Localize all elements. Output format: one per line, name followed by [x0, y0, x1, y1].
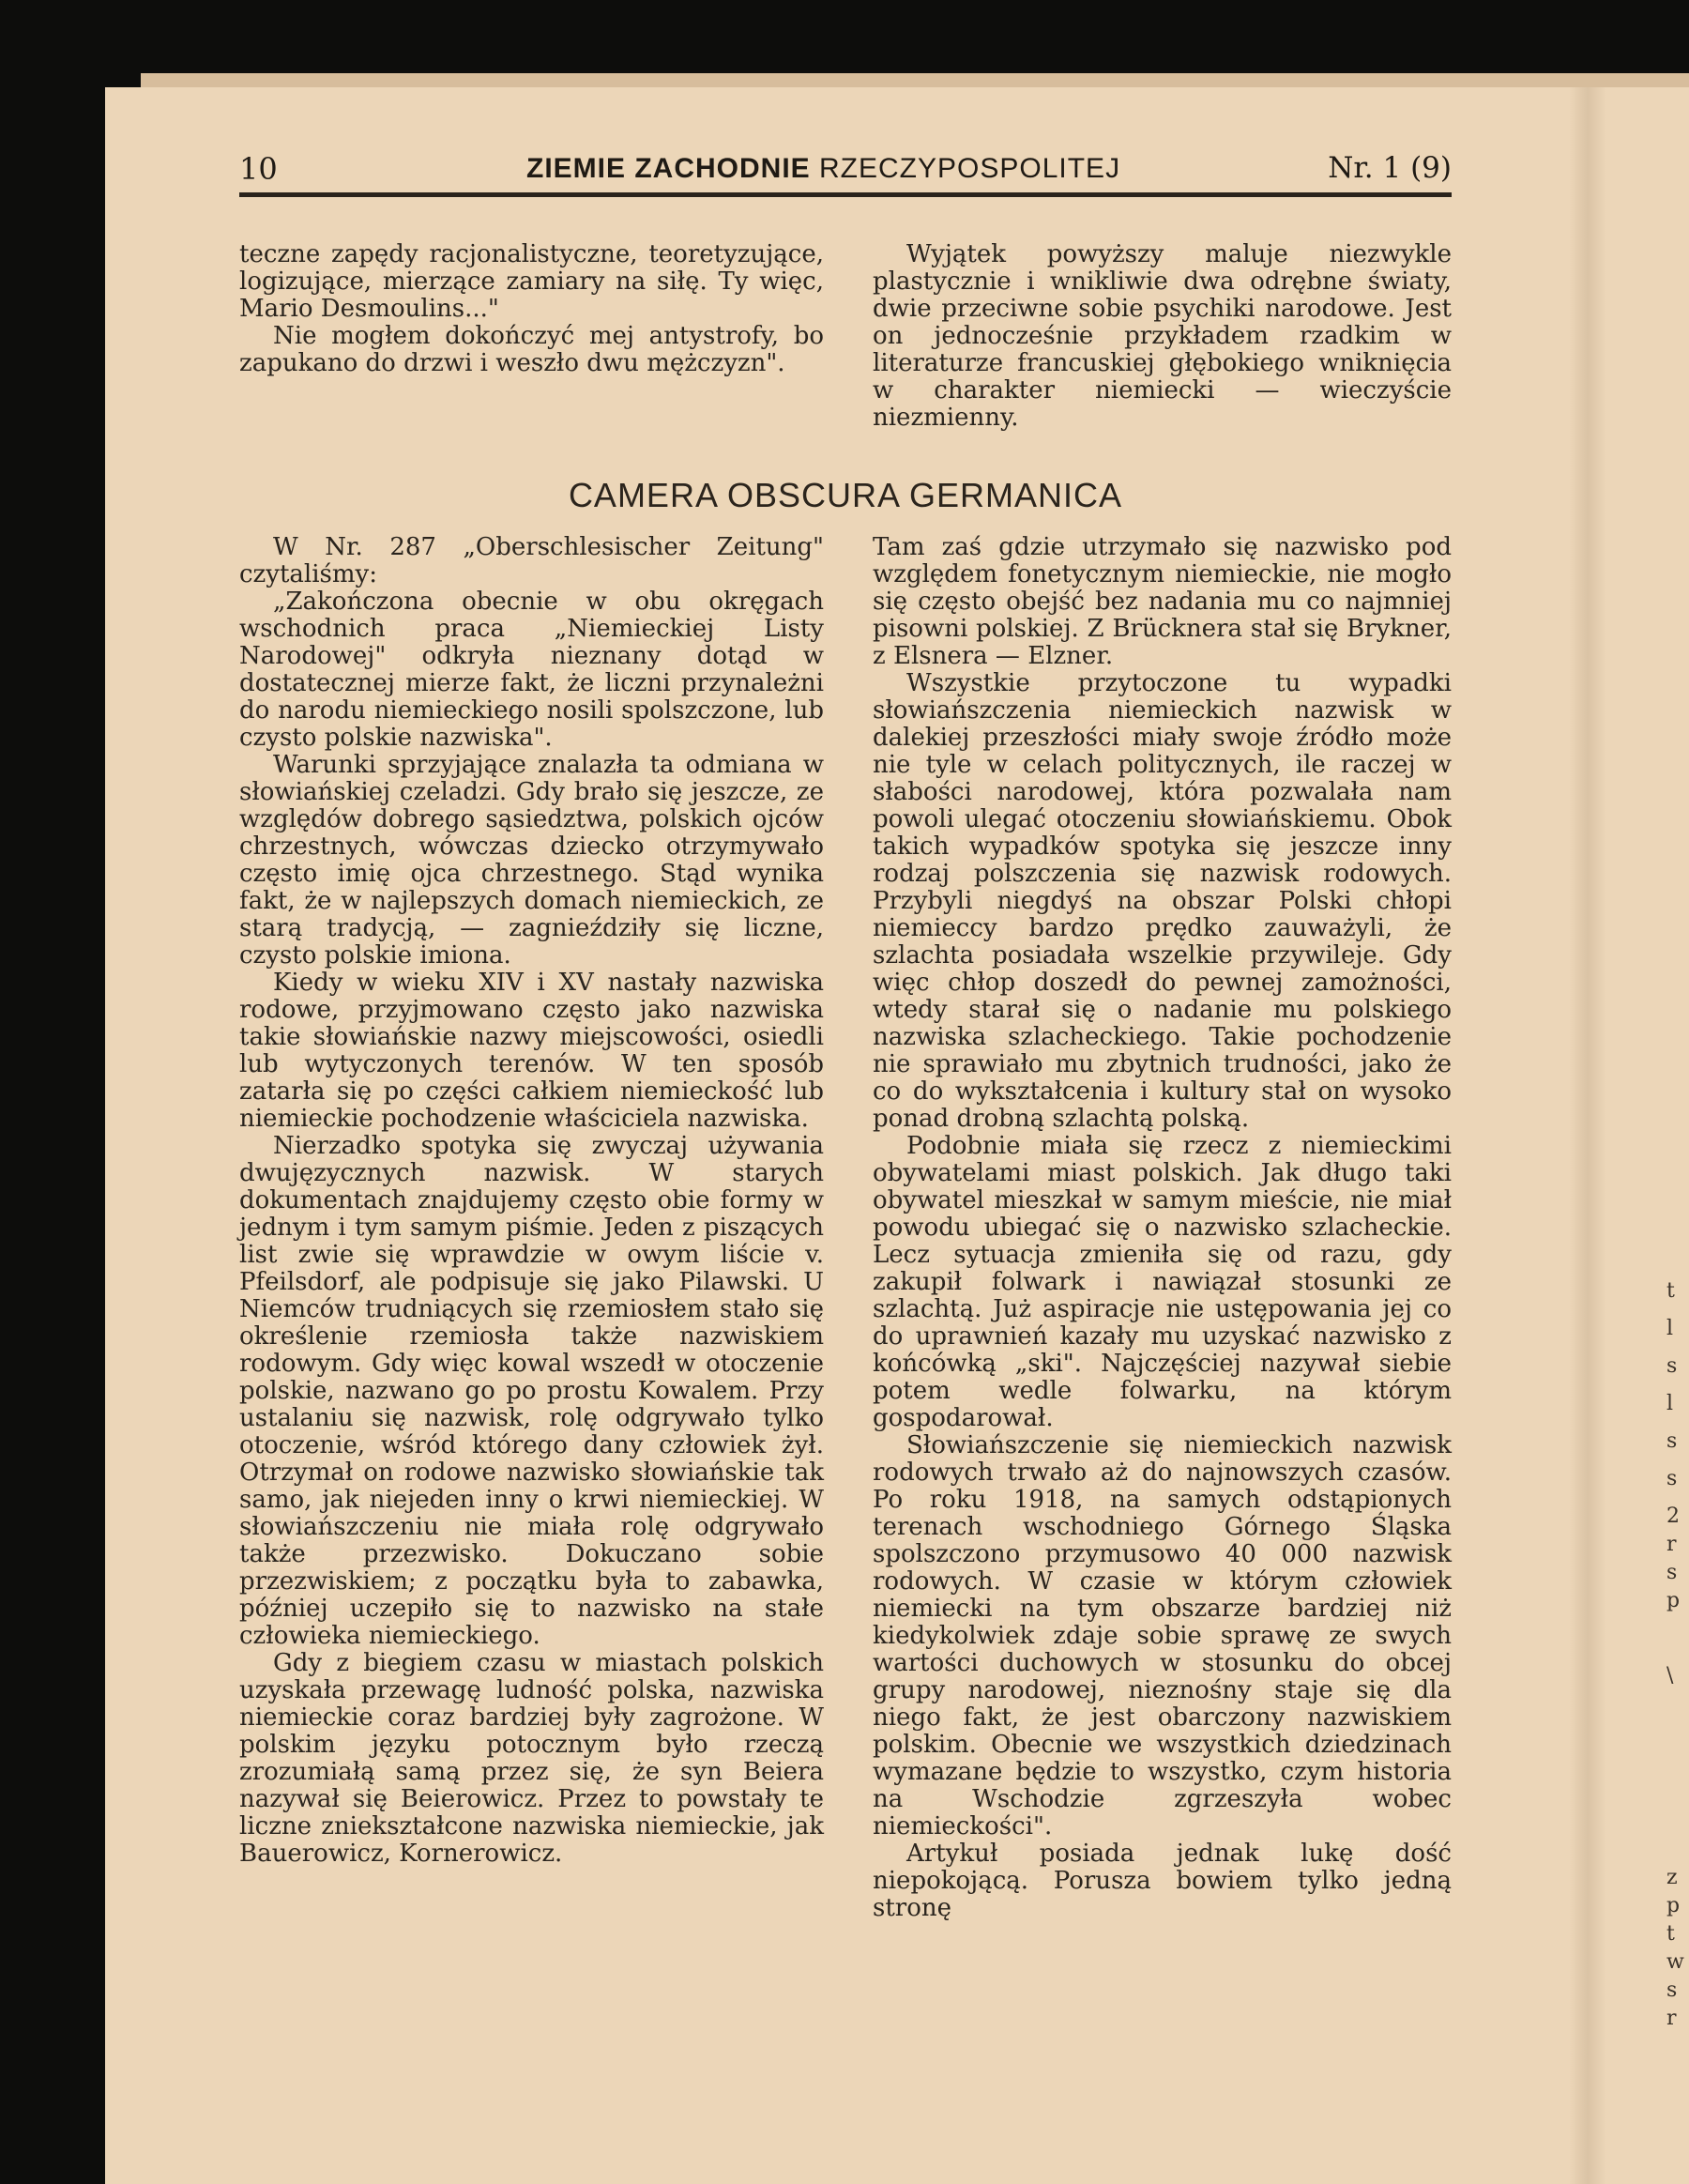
paragraph: Gdy z biegiem czasu w miastach polskich uzyskała przewagę ludność polska, nazwiska niemieckie coraz bardziej były zagrożone. W polskim języku potocznym było rzeczą zrozumiałą samą przez się, że syn Beiera nazywał się Beierowicz. Przez to powstały te liczne zniekształcone nazwiska niemieckie, jak Bauerowicz, Kornerowicz.: [239, 1649, 824, 1868]
edge-letter: s: [1666, 1467, 1678, 1490]
running-header: [239, 151, 1452, 189]
paragraph: Słowiańszczenie się niemieckich nazwisk rodowych trwało aż do najnowszych czasów. Po roku 1918, na samych odstąpionych terenach wschodniego Górnego Śląska spolszczono przymusowo 40 000 nazwisk rodowych. W czasie w którym człowiek niemiecki na tym obszarze bardziej niż kiedykolwiek zdaje sobie sprawę ze swych wartości duchowych w stosunku do obcej grupy narodowej, nieznośny staje się dla niego fakt, że jest obarczony nazwiskiem polskim. Obecnie we wszystkich dziedzinach wymazane będzie to wszystko, czym historia na Wschodzie zgrzeszyła wobec niemieckości".: [873, 1431, 1452, 1840]
edge-letter: t: [1666, 1922, 1675, 1946]
edge-letter: \: [1666, 1664, 1674, 1688]
paragraph: Wszystkie przytoczone tu wypadki słowiańszczenia niemieckich nazwisk w dalekiej przeszłości miały swoje źródło może nie tyle w celach politycznych, ile raczej w słabości narodowej, która pozwalała nam powoli ulegać otoczeniu słowiańskiemu. Obok takich wypadków spotyka się jeszcze inny rodzaj polszczenia się nazwisk rodowych. Przybyli niegdyś na obszar Polski chłopi niemieccy bardzo prędko zauważyli, że szlachta posiadała wszelkie przywileje. Gdy więc chłop doszedł do pewnej zamożności, wtedy starał się o nadanie mu polskiego nazwiska szlacheckiego. Takie pochodzenie nie sprawiało mu zbytnich trudności, jako że co do wykształcenia i kultury stał on wysoko ponad drobną szlachtą polską.: [873, 669, 1452, 1133]
publication-title: [526, 153, 1120, 185]
paragraph: Nierzadko spotyka się zwyczaj używania dwujęzycznych nazwisk. W starych dokumentach znajdujemy często obie formy w jednym i tym samym piśmie. Jeden z piszących list zwie się wprawdzie w owym liście v. Pfeilsdorf, ale podpisuje się jako Pilawski. U Niemców trudniących się rzemiosłem stało się określenie rzemiosła także nazwiskiem rodowym. Gdy więc kowal wszedł w otoczenie polskie, nazwano go po prostu Kowalem. Przy ustalaniu się nazwisk, rolę odgrywało tylko otoczenie, wśród którego dany człowiek żył. Otrzymał on rodowe nazwisko słowiańskie tak samo, jak niejeden inny o krwi niemieckiej. W słowiańszczeniu nie miała rolę odgrywało także przezwisko. Dokuczano sobie przezwiskiem; z początku była to zabawka, później uczepiło się to nazwisko na stałe człowieka niemieckiego.: [239, 1132, 824, 1650]
edge-letter: t: [1666, 1279, 1675, 1303]
edge-letter: p: [1666, 1589, 1681, 1612]
fold-shadow: [1569, 87, 1606, 2184]
paragraph: „Zakończona obecnie w obu okręgach wschodnich praca „Niemieckiej Listy Narodowej" odkryła nieznany dotąd w dostatecznej mierze fakt, że liczni przynależni do narodu niemieckiego nosili spolszczone, lub czysto polskie nazwiska".: [239, 588, 824, 752]
edge-letter: s: [1666, 1354, 1678, 1378]
paragraph: Nie mogłem dokończyć mej antystrofy, bo zapukano do drzwi i weszło dwu mężczyzn".: [239, 322, 824, 377]
paragraph: W Nr. 287 „Oberschlesischer Zeitung" czytaliśmy:: [239, 533, 824, 588]
edge-letter: p: [1666, 1894, 1681, 1917]
edge-letter: w: [1666, 1950, 1684, 1974]
edge-letter: r: [1666, 2007, 1677, 2030]
top-left-column: [239, 241, 824, 377]
newspaper-page: [105, 87, 1689, 2184]
paragraph: Podobnie miała się rzecz z niemieckimi obywatelami miast polskich. Jak długo taki obywatel mieszkał w samym mieście, nie miał powodu ubiegać się o nazwisko szlacheckie. Lecz sytuacja zmieniła się od razu, gdy zakupił folwark i nawiązał stosunki ze szlachtą. Już aspiracje nie ustępowania jej co do uprawnień kazały mu uzyskać nazwisko z końcówką „ski". Najczęściej nazywał siebie potem wedle folwarku, na którym gospodarował.: [873, 1132, 1452, 1432]
issue-number: Nr. 1 (9): [1328, 151, 1452, 185]
edge-letter: z: [1666, 1866, 1678, 1889]
paragraph: Artykuł posiada jednak lukę dość niepokojącą. Porusza bowiem tylko jedną stronę: [873, 1840, 1452, 1922]
edge-letter: s: [1666, 1561, 1678, 1584]
edge-letter: l: [1666, 1317, 1674, 1340]
paragraph: Warunki sprzyjające znalazła ta odmiana w słowiańskiej czeladzi. Gdy brało się jeszcze, ze względów dobrego sąsiedztwa, polskich ojców chrzestnych, wówczas dziecko otrzymywało często imię ojca chrzestnego. Stąd wynika fakt, że w najlepszych domach niemieckich, ze starą tradycją, — zagnieździły się liczne, czysto polskie imiona.: [239, 751, 824, 970]
edge-letter: s: [1666, 1978, 1678, 2002]
header-rule: [239, 192, 1452, 197]
paragraph: Wyjątek powyższy maluje niezwykle plastycznie i wnikliwie dwa odrębne światy, dwie przeciwne sobie psychiki narodowe. Jest on jednocześnie przykładem rzadkim w literaturze francuskiej głębokiego wniknięcia w charakter niemiecki — wieczyście niezmienny.: [873, 240, 1452, 432]
edge-letter: 2: [1666, 1504, 1680, 1528]
article-right-column: [873, 534, 1452, 1922]
publication-title-bold: ZIEMIE ZACHODNIE: [526, 153, 811, 184]
paragraph: teczne zapędy racjonalistyczne, teoretyzujące, logizujące, mierzące zamiary na siłę. Ty więc, Mario Desmoulins...": [239, 240, 824, 323]
article-title: CAMERA OBSCURA GERMANICA: [568, 476, 1123, 514]
edge-letter: l: [1666, 1392, 1674, 1415]
next-page-edge: [1659, 87, 1689, 2184]
paragraph: Kiedy w wieku XIV i XV nastały nazwiska rodowe, przyjmowano często jako nazwiska takie słowiańskie nazwy miejscowości, osiedli lub wytyczonych terenów. W ten sposób zatarła się po części całkiem niemieckość lub niemieckie pochodzenie właściciela nazwiska.: [239, 969, 824, 1133]
edge-letter: s: [1666, 1429, 1678, 1453]
edge-letter: r: [1666, 1533, 1677, 1556]
publication-title-rest: RZECZYPOSPOLITEJ: [819, 153, 1121, 184]
top-right-column: [873, 241, 1452, 432]
article-left-column: [239, 534, 824, 1868]
paragraph: Tam zaś gdzie utrzymało się nazwisko pod względem fonetycznym niemieckie, nie mogło się często obejść bez nadania mu co najmniej pisowni polskiej. Z Brücknera stał się Brykner, z Elsnera — Elzner.: [873, 533, 1452, 670]
page-number: 10: [239, 151, 278, 187]
